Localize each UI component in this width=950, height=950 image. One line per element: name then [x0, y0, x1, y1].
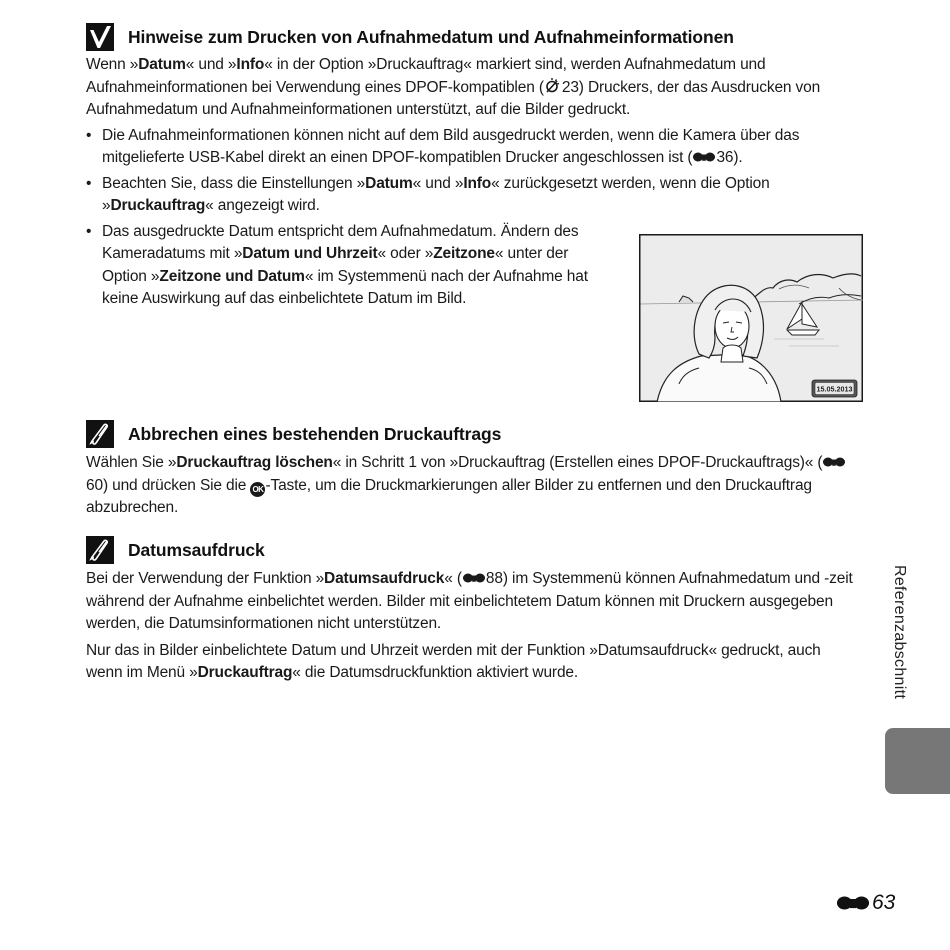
list-item: • Beachten Sie, dass die Einstellungen »Datum« und »Info« zurückgesetzt werden, wenn die Option »Druckauftrag« angezeigt wird.: [86, 173, 858, 218]
side-section-label: Referenzabschnitt: [891, 565, 908, 700]
section-heading: [86, 535, 858, 565]
reference-section-icon: [462, 572, 486, 584]
list-item: • Das ausgedruckte Datum entspricht dem Aufnahmedatum. Ändern des Kameradatums mit »Datum und Uhrzeit« oder »Zeitzone« unter der Option »Zeitzone und Datum« im Systemmenü nach der Aufnahme hat keine Auswirkung auf das einbelichtete Datum im Bild.: [86, 221, 607, 311]
reference-section-icon: [836, 895, 870, 911]
section-title: Datumsaufdruck: [128, 539, 265, 560]
section-title: Abbrechen eines bestehenden Druckauftrags: [128, 423, 502, 444]
page-number: [836, 891, 895, 915]
side-section-tab: [885, 728, 950, 794]
page-number-text: 63: [872, 891, 896, 914]
section-heading: [86, 419, 858, 449]
date-imprint: 15.05.2013: [816, 384, 853, 394]
portrait-illustration: [639, 234, 863, 402]
date-imprint-paragraph: Bei der Verwendung der Funktion »Datumsaufdruck« ( 88) im Systemmenü können Aufnahmedatum und -zeit während der Aufnahme einbelichtet werden. Bilder mit einbelichtetem Datum können mit Druckern ausgegeben werden, die Datumsinformationen nicht unterstützen.: [86, 570, 853, 632]
sample-print-illustration: [639, 234, 863, 402]
checkmark-icon: [86, 23, 114, 51]
section-heading: [86, 22, 858, 52]
date-imprint-note: Nur das in Bilder einbelichtete Datum und Uhrzeit werden mit der Funktion »Datumsaufdruck« gedruckt, auch wenn im Menü »Druckauftrag« die Datumsdruckfunktion aktiviert wurde.: [86, 641, 821, 681]
list-item: • Die Aufnahmeinformationen können nicht auf dem Bild ausgedruckt werden, wenn die Kamera über das mitgelieferte USB-Kabel direkt an einen DPOF-kompatiblen Drucker angeschlossen ist ( 36).: [86, 125, 858, 170]
intro-paragraph: Wenn »Datum« und »Info« in der Option »Druckauftrag« markiert sind, werden Aufnahmedatum und Aufnahmeinformationen bei Verwendung eines DPOF-kompatiblen ( 23) Druckers, der das Ausdrucken von Aufnahmedatum und Aufnahmeinformationen unterstützt, auf die Bilder gedruckt.: [86, 56, 821, 118]
section-date-imprint: [86, 535, 858, 685]
section-title: Hinweise zum Drucken von Aufnahmedatum und Aufnahmeinformationen: [128, 26, 734, 47]
reference-section-icon: [822, 456, 846, 468]
cancel-paragraph: Wählen Sie »Druckauftrag löschen« in Schritt 1 von »Druckauftrag (Erstellen eines DPOF-Druckauftrags)« (60) und drücken Sie die OK -Taste, um die Druckmarkierungen aller Bilder zu entfernen und den Druckauftrag abzubrechen.: [86, 452, 858, 520]
note-pencil-icon: [86, 536, 114, 564]
reference-section-icon: [692, 151, 716, 163]
ok-button-icon: OK: [250, 482, 265, 497]
section-cancel-print-order: [86, 419, 858, 520]
note-pencil-icon: [86, 420, 114, 448]
camera-shooting-icon: [544, 77, 562, 93]
